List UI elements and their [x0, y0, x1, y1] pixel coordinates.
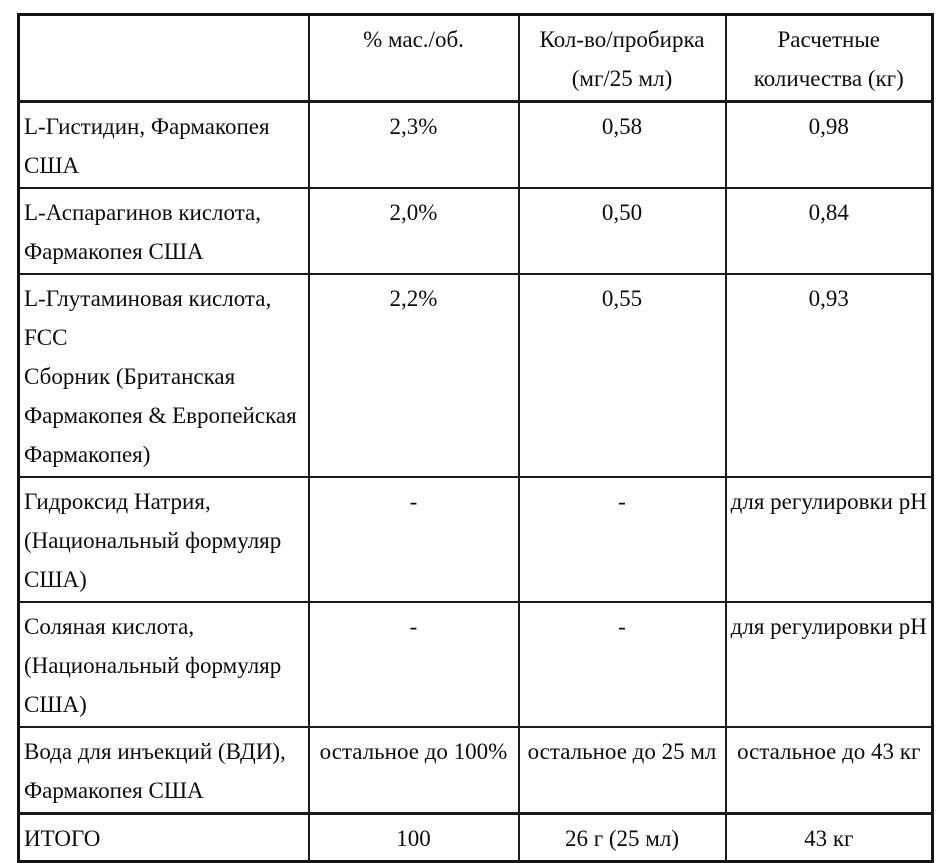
percent-cell: 2,3%: [309, 102, 519, 189]
table-row-hydrochloric-acid: [19, 602, 933, 727]
calculated-qty-cell: остальное до 43 кг: [726, 727, 933, 814]
header-cell-calculated-qty: Расчетные количества (кг): [726, 15, 933, 102]
ingredient-name-cell: L-Аспарагинов кислота, Фармакопея США: [19, 188, 309, 274]
table-row-total: [19, 814, 933, 862]
calculated-qty-cell: 0,93: [726, 274, 933, 477]
percent-cell: остальное до 100%: [309, 727, 519, 814]
calculated-qty-cell: для регулировки pH: [726, 602, 933, 727]
ingredient-name-cell: Соляная кислота, (Национальный формуляр США): [19, 602, 309, 727]
calculated-qty-cell: 0,84: [726, 188, 933, 274]
header-cell-ingredient: [19, 15, 309, 102]
calculated-qty-cell: 0,98: [726, 102, 933, 189]
table-row-l-aspartic: [19, 188, 933, 274]
calculated-qty-cell: для регулировки pH: [726, 477, 933, 602]
qty-per-vial-cell: 0,58: [519, 102, 726, 189]
qty-per-vial-cell: 0,50: [519, 188, 726, 274]
header-row: [19, 15, 933, 102]
total-percent-cell: 100: [309, 814, 519, 862]
total-label-cell: ИТОГО: [19, 814, 309, 862]
total-calculated-qty-cell: 43 кг: [726, 814, 933, 862]
table-row-sodium-hydroxide: [19, 477, 933, 602]
ingredient-name-cell: L-Гистидин, Фармакопея США: [19, 102, 309, 189]
table-row-l-histidine: [19, 102, 933, 189]
percent-cell: -: [309, 602, 519, 727]
ingredient-name-cell: Вода для инъекций (ВДИ), Фармакопея США: [19, 727, 309, 814]
percent-cell: 2,2%: [309, 274, 519, 477]
header-cell-percent-mass-vol: % мас./об.: [309, 15, 519, 102]
header-cell-qty-per-vial: Кол-во/пробирка (мг/25 мл): [519, 15, 726, 102]
percent-cell: -: [309, 477, 519, 602]
table-row-l-glutamic: [19, 274, 933, 477]
qty-per-vial-cell: -: [519, 602, 726, 727]
qty-per-vial-cell: остальное до 25 мл: [519, 727, 726, 814]
composition-table: [17, 13, 934, 863]
total-qty-per-vial-cell: 26 г (25 мл): [519, 814, 726, 862]
ingredient-name-cell: Гидроксид Натрия, (Национальный формуляр США): [19, 477, 309, 602]
qty-per-vial-cell: -: [519, 477, 726, 602]
ingredient-name-cell: L-Глутаминовая кислота, FCC Сборник (Британская Фармакопея & Европейская Фармакопея): [19, 274, 309, 477]
percent-cell: 2,0%: [309, 188, 519, 274]
qty-per-vial-cell: 0,55: [519, 274, 726, 477]
table-row-water-for-injection: [19, 727, 933, 814]
